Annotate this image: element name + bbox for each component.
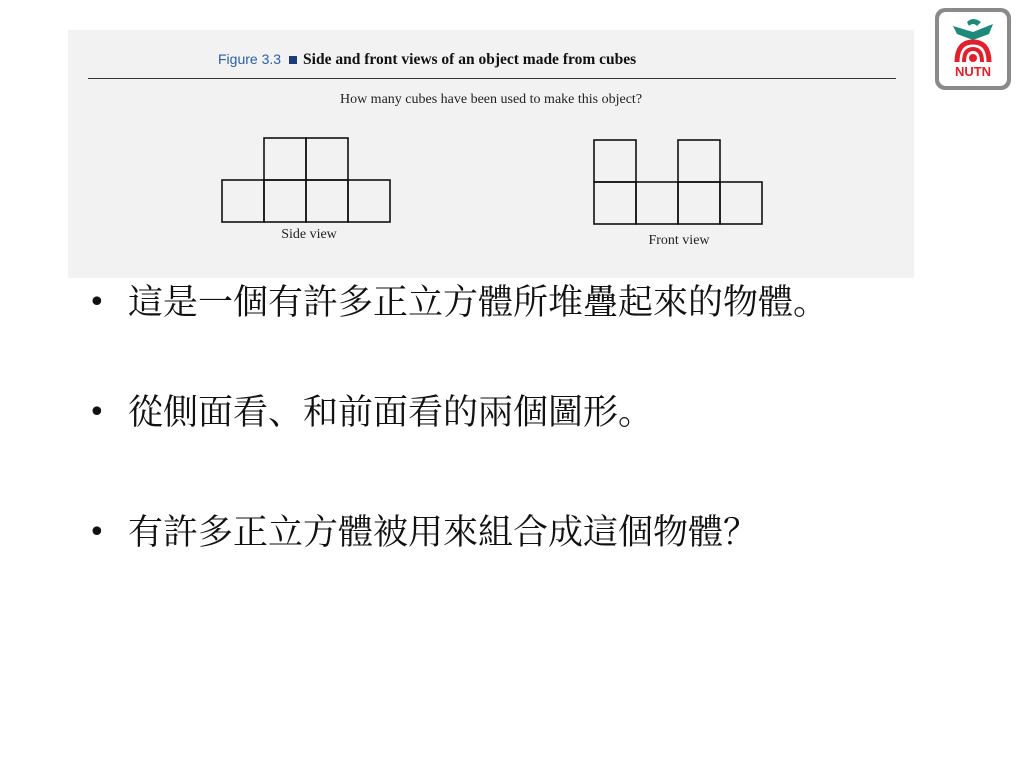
bullet-marker: • xyxy=(88,285,106,320)
cube-cell xyxy=(222,180,264,222)
bullet-marker: • xyxy=(88,515,106,550)
side-view-label: Side view xyxy=(281,227,337,242)
logo-inner xyxy=(939,12,1007,86)
bullet-item xyxy=(88,282,908,372)
cube-views-drawing xyxy=(68,30,914,278)
cube-cell xyxy=(348,180,390,222)
figure-title: Side and front views of an object made from cubes xyxy=(303,51,637,68)
cube-cell xyxy=(720,182,762,224)
bullet-item xyxy=(88,512,908,602)
bullet-text: 有許多正立方體被用來組合成這個物體？ xyxy=(128,513,759,553)
nutn-logo-icon xyxy=(939,12,1007,64)
cube-cell xyxy=(594,140,636,182)
logo-text: NUTN xyxy=(954,64,992,79)
bullet-item xyxy=(88,392,908,436)
front-view-label: Front view xyxy=(648,233,710,248)
cube-cell xyxy=(678,140,720,182)
bullet-marker: • xyxy=(88,395,106,430)
figure-label: Figure 3.3 xyxy=(218,51,282,67)
university-logo xyxy=(935,8,1011,90)
bullet-text: 從側面看、和前面看的兩個圖形。 xyxy=(128,393,654,433)
cube-cell xyxy=(678,182,720,224)
cube-cell xyxy=(264,138,306,180)
cube-cell xyxy=(306,180,348,222)
side-view xyxy=(222,138,390,222)
cube-cell xyxy=(264,180,306,222)
bullet-text: 這是一個有許多正立方體所堆疊起來的物體。 xyxy=(128,283,829,323)
figure-image xyxy=(68,30,914,278)
front-view xyxy=(594,140,762,224)
cube-cell xyxy=(306,138,348,180)
cube-cell xyxy=(636,182,678,224)
cube-cell xyxy=(594,182,636,224)
figure-question: How many cubes have been used to make this object? xyxy=(339,92,643,107)
